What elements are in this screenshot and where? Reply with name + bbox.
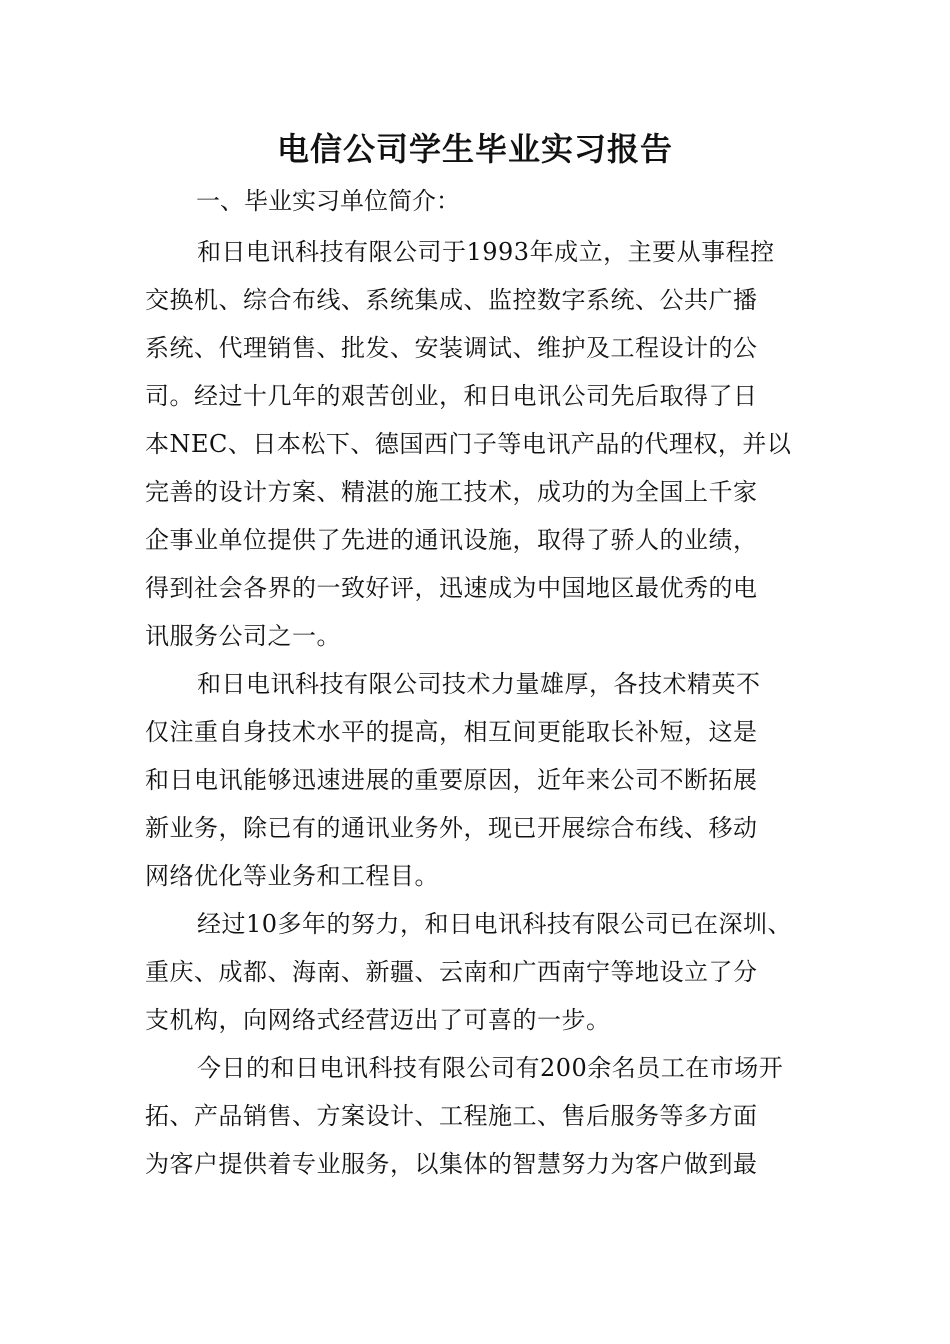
paragraph-line: 仅注重自身技术水平的提高，相互间更能取长补短，这是 — [145, 718, 758, 746]
paragraph-line: 和日电讯科技有限公司于1993年成立，主要从事程控 — [197, 238, 775, 266]
paragraph-line: 重庆、成都、海南、新疆、云南和广西南宁等地设立了分 — [145, 958, 758, 986]
paragraph-line: 系统、代理销售、批发、安装调试、维护及工程设计的公 — [145, 334, 758, 362]
paragraph-line: 完善的设计方案、精湛的施工技术，成功的为全国上千家 — [145, 478, 758, 506]
document-body — [145, 228, 825, 1188]
paragraph-line: 拓、产品销售、方案设计、工程施工、售后服务等多方面 — [145, 1102, 758, 1130]
paragraph-line: 本NEC、日本松下、德国西门子等电讯产品的代理权，并以 — [145, 430, 792, 458]
paragraph-line: 经过10多年的努力，和日电讯科技有限公司已在深圳、 — [197, 910, 793, 938]
paragraph-line: 得到社会各界的一致好评，迅速成为中国地区最优秀的电 — [145, 574, 758, 602]
paragraph-line: 企事业单位提供了先进的通讯设施，取得了骄人的业绩， — [145, 526, 758, 554]
document-title: 电信公司学生毕业实习报告 — [276, 130, 673, 168]
paragraph-line: 司。经过十几年的艰苦创业，和日电讯公司先后取得了日 — [145, 382, 758, 410]
paragraph-line: 和日电讯能够迅速进展的重要原因，近年来公司不断拓展 — [145, 766, 758, 794]
paragraph-line: 为客户提供着专业服务，以集体的智慧努力为客户做到最 — [145, 1150, 758, 1178]
paragraph-line: 讯服务公司之一。 — [145, 622, 341, 650]
paragraph-line: 新业务，除已有的通讯业务外，现已开展综合布线、移动 — [145, 814, 758, 842]
paragraph-line: 今日的和日电讯科技有限公司有200余名员工在市场开 — [197, 1054, 784, 1082]
paragraph-line: 和日电讯科技有限公司技术力量雄厚，各技术精英不 — [197, 670, 761, 698]
paragraph-line: 交换机、综合布线、系统集成、监控数字系统、公共广播 — [145, 286, 758, 314]
section-heading: 一、毕业实习单位简介： — [196, 187, 460, 215]
paragraph-line: 支机构，向网络式经营迈出了可喜的一步。 — [145, 1006, 611, 1034]
paragraph-line: 网络优化等业务和工程目。 — [145, 862, 439, 890]
